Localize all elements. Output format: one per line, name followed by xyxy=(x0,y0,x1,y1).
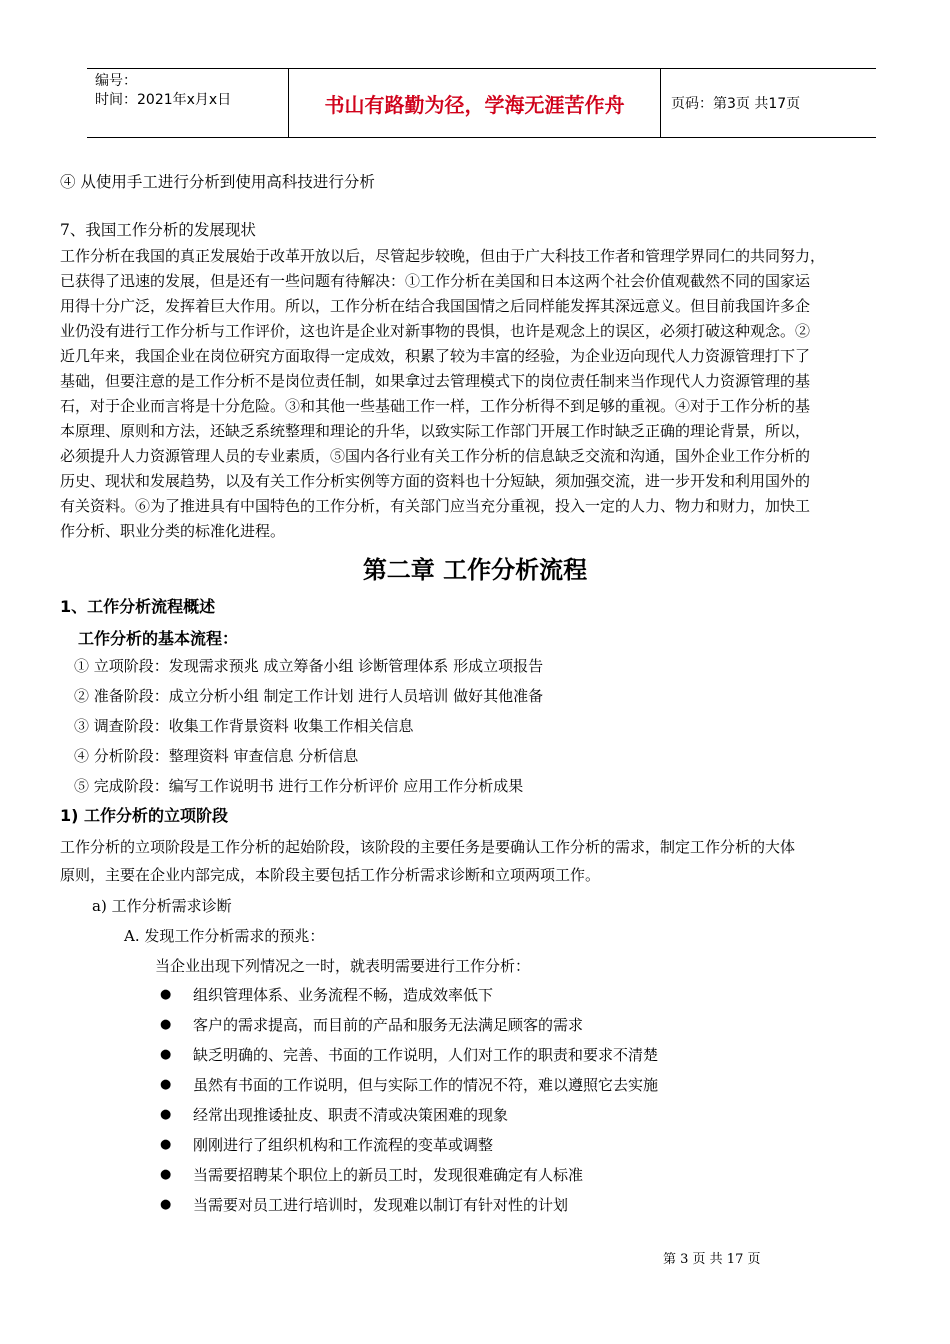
item-a: a) 工作分析需求诊断 xyxy=(92,897,232,915)
section7-paragraph xyxy=(60,244,908,544)
paragraph-line: 本原理、原则和方法，还缺乏系统整理和理论的升华，以致实际工作部门开展工作时缺乏正确的理论背景，所以， xyxy=(60,422,811,440)
paragraph-line: 有关资料。⑥为了推进具有中国特色的工作分析，有关部门应当充分重视，投入一定的人力、物力和财力，加快工 xyxy=(60,497,811,515)
paragraph-line: 近几年来，我国企业在岗位研究方面取得一定成效，积累了较为丰富的经验，为企业迈向现代人力资源管理打下了 xyxy=(60,347,811,365)
chapter-title: 第二章 工作分析流程 xyxy=(362,556,588,584)
section1-subtitle: 工作分析的基本流程： xyxy=(78,629,239,648)
intro-item: ④ 从使用手工进行分析到使用高科技进行分析 xyxy=(60,173,375,191)
bullet-icon: ● xyxy=(160,1017,172,1032)
paragraph-line: 工作分析在我国的真正发展始于改革开放以后，尽管起步较晚，但由于广大科技工作者和管理学界同仁的共同努力， xyxy=(60,247,826,265)
stage-item: ⑤ 完成阶段：编写工作说明书 进行工作分析评价 应用工作分析成果 xyxy=(74,777,524,795)
section7-title: 7、我国工作分析的发展现状 xyxy=(60,221,256,239)
stage-item: ① 立项阶段：发现需求预兆 成立筹备小组 诊断管理体系 形成立项报告 xyxy=(74,657,544,675)
bullet-icon: ● xyxy=(160,1167,172,1182)
bullet-text: 当需要对员工进行培训时，发现难以制订有针对性的计划 xyxy=(193,1196,569,1214)
bullet-icon: ● xyxy=(160,1107,172,1122)
bullet-icon: ● xyxy=(160,987,172,1002)
bullet-text: 虽然有书面的工作说明，但与实际工作的情况不符，难以遵照它去实施 xyxy=(193,1076,659,1094)
bullet-text: 组织管理体系、业务流程不畅，造成效率低下 xyxy=(193,986,494,1004)
paragraph-line: 已获得了迅速的发展，但是还有一些问题有待解决：①工作分析在美国和日本这两个社会价值观截然不同的国家运 xyxy=(60,272,811,290)
header-motto: 书山有路勤为径，学海无涯苦作舟 xyxy=(288,69,661,137)
bullet-text: 缺乏明确的、完善、书面的工作说明，人们对工作的职责和要求不清楚 xyxy=(193,1046,659,1064)
section1-title: 1、工作分析流程概述 xyxy=(60,597,216,616)
paragraph-line: 必须提升人力资源管理人员的专业素质，⑤国内各行业有关工作分析的信息缺乏交流和沟通，国外企业工作分析的 xyxy=(60,447,811,465)
bullet-icon: ● xyxy=(160,1197,172,1212)
paragraph-line: 用得十分广泛，发挥着巨大作用。所以，工作分析在结合我国国情之后同样能发挥其深远意义。但目前我国许多企 xyxy=(60,297,811,315)
paragraph-line: 基础，但要注意的是工作分析不是岗位责任制，如果拿过去管理模式下的岗位责任制来当作现代人力资源管理的基 xyxy=(60,372,811,390)
bullet-text: 刚刚进行了组织机构和工作流程的变革或调整 xyxy=(193,1136,494,1154)
stage-item: ② 准备阶段：成立分析小组 制定工作计划 进行人员培训 做好其他准备 xyxy=(74,687,544,705)
subsection1-paragraph xyxy=(60,833,795,889)
paragraph-line: 历史、现状和发展趋势，以及有关工作分析实例等方面的资料也十分短缺，须加强交流，进一步开发和利用国外的 xyxy=(60,472,811,490)
paragraph-line: 石，对于企业而言将是十分危险。③和其他一些基础工作一样，工作分析得不到足够的重视。④对于工作分析的基 xyxy=(60,397,811,415)
bullet-icon: ● xyxy=(160,1137,172,1152)
paragraph-line: 工作分析的立项阶段是工作分析的起始阶段，该阶段的主要任务是要确认工作分析的需求，制定工作分析的大体 xyxy=(60,838,796,856)
page-footer: 第 3 页 共 17 页 xyxy=(663,1252,761,1267)
paragraph-line: 业仍没有进行工作分析与工作评价，这也许是企业对新事物的畏惧，也许是观念上的误区，必须打破这种观念。② xyxy=(60,322,811,340)
stage-item: ③ 调查阶段：收集工作背景资料 收集工作相关信息 xyxy=(74,717,414,735)
item-A: A. 发现工作分析需求的预兆： xyxy=(124,927,325,945)
bullet-text: 当需要招聘某个职位上的新员工时，发现很难确定有人标准 xyxy=(193,1166,584,1184)
bullet-text: 客户的需求提高，而目前的产品和服务无法满足顾客的需求 xyxy=(193,1016,584,1034)
item-intro: 当企业出现下列情况之一时，就表明需要进行工作分析： xyxy=(155,957,531,975)
header-page-label: 页码：第3页 共17页 xyxy=(671,96,801,112)
header-number-label: 编号： xyxy=(95,73,137,89)
page-header xyxy=(87,68,876,138)
bullet-icon: ● xyxy=(160,1077,172,1092)
subsection1-title: 1) 工作分析的立项阶段 xyxy=(60,806,229,825)
bullet-text: 经常出现推诿扯皮、职责不清或决策困难的现象 xyxy=(193,1106,509,1124)
paragraph-line: 原则，主要在企业内部完成，本阶段主要包括工作分析需求诊断和立项两项工作。 xyxy=(60,866,601,884)
header-time-label: 时间：2021年x月x日 xyxy=(95,92,232,108)
bullet-icon: ● xyxy=(160,1047,172,1062)
stage-item: ④ 分析阶段：整理资料 审查信息 分析信息 xyxy=(74,747,359,765)
header-left-cell xyxy=(87,69,288,137)
paragraph-line: 作分析、职业分类的标准化进程。 xyxy=(60,522,286,540)
